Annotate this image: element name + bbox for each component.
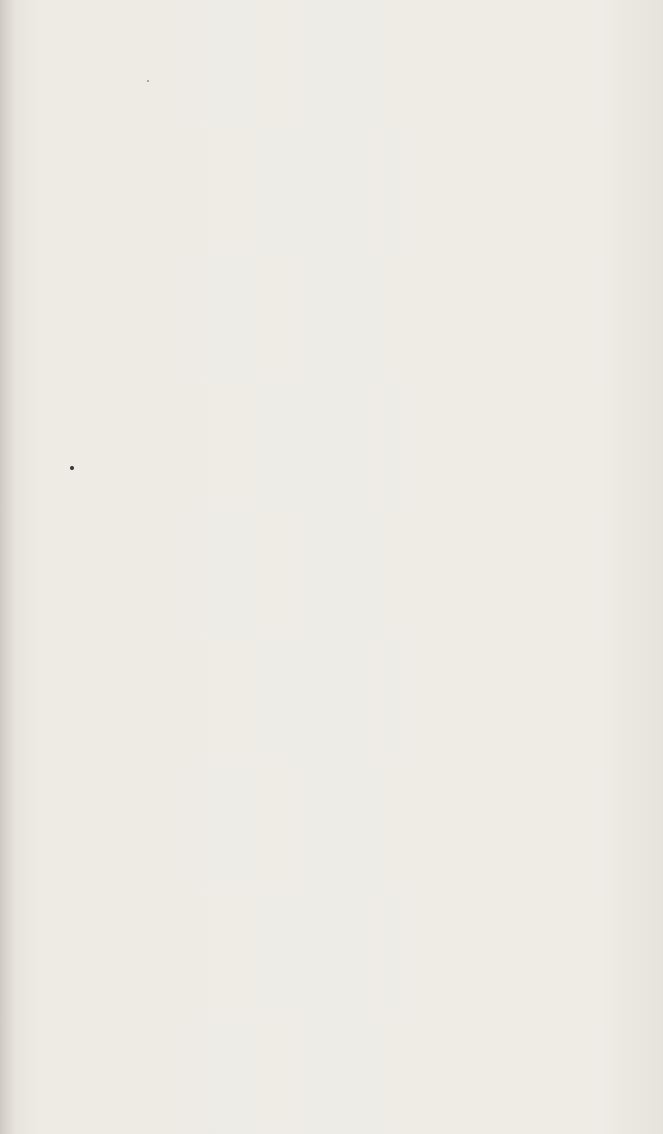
page-header: [118, 100, 638, 122]
page-edge-shadow: [0, 0, 14, 1134]
ink-speck: [70, 466, 74, 470]
table-unit-header: [213, 298, 558, 316]
ink-speck: [147, 80, 149, 82]
height-table: [213, 298, 558, 316]
